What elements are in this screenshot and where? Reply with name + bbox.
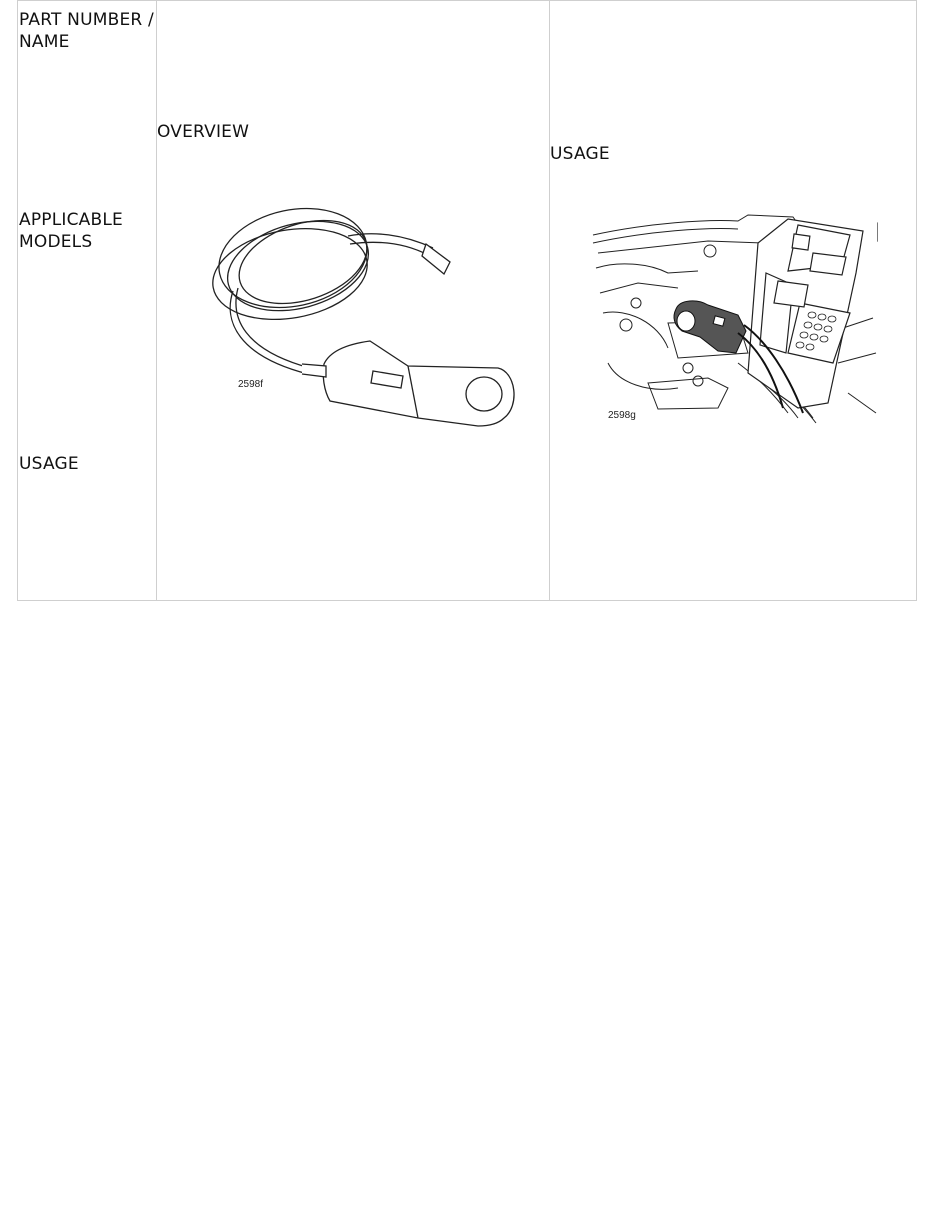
part-number-label: PART NUMBER / NAME xyxy=(19,10,154,52)
applicable-models-label: APPLICABLE MODELS xyxy=(19,210,123,252)
usage-label: USAGE xyxy=(19,454,79,474)
usage-heading: USAGE xyxy=(550,144,610,164)
column-divider xyxy=(549,1,550,600)
figure-number: 2598f xyxy=(238,379,264,390)
current-probe-illustration xyxy=(198,196,528,441)
column-divider xyxy=(156,1,157,600)
usage-illustration xyxy=(588,213,878,425)
overview-label: OVERVIEW xyxy=(157,122,250,142)
figure-number: 2598g xyxy=(608,410,636,421)
tool-info-table xyxy=(17,0,917,601)
